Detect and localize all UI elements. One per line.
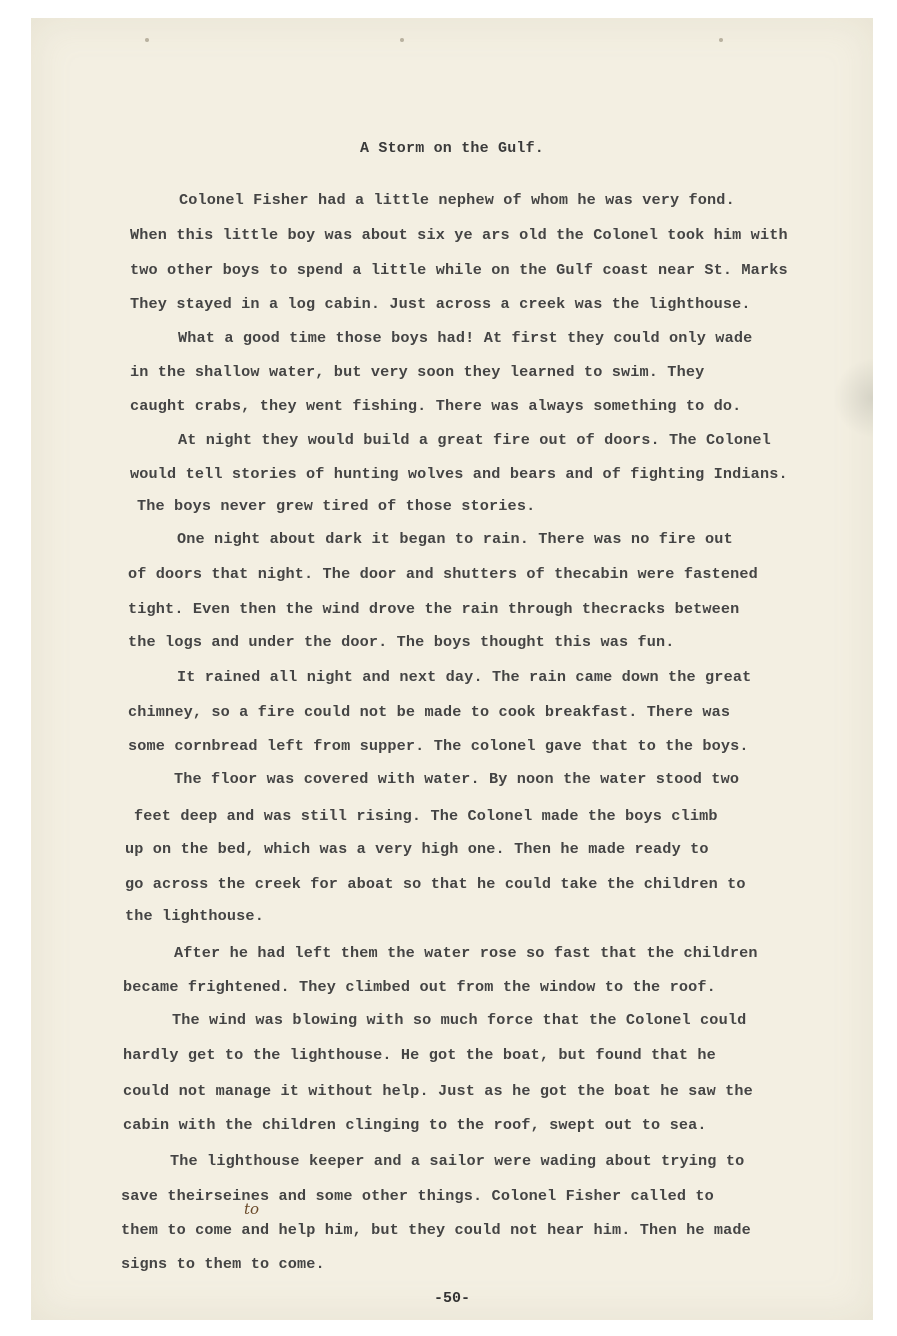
text-line: them to come and help him, but they could not hear him. Then he made [121,1221,751,1239]
text-line: chimney, so a fire could not be made to cook breakfast. There was [128,703,731,721]
text-line: became frightened. They climbed out from the window to the roof. [123,978,716,996]
handwritten-correction: to [244,1200,260,1218]
text-line: signs to them to come. [121,1255,325,1273]
text-line: up on the bed, which was a very high one. Then he made ready to [125,840,709,858]
text-line: caught crabs, they went fishing. There was always something to do. [130,397,742,415]
text-line: save theirseines and some other things. Colonel Fisher called to [121,1187,714,1205]
text-line: The floor was covered with water. By noon the water stood two [174,770,740,788]
text-line: go across the creek for aboat so that he could take the children to [125,875,746,893]
text-line: tight. Even then the wind drove the rain through thecracks between [128,600,740,618]
text-line: cabin with the children clinging to the roof, swept out to sea. [123,1116,707,1134]
page-number: -50- [433,1290,470,1307]
text-line: The wind was blowing with so much force that the Colonel could [172,1011,747,1029]
text-line: of doors that night. The door and shutters of thecabin were fastened [128,565,758,583]
text-line: feet deep and was still rising. The Colonel made the boys climb [134,807,718,825]
punch-mark [400,38,404,42]
text-line: After he had left them the water rose so fast that the children [174,944,758,962]
text-line: would tell stories of hunting wolves and bears and of fighting Indians. [130,465,788,483]
text-line: the lighthouse. [125,907,264,925]
punch-mark [719,38,723,42]
text-line: hardly get to the lighthouse. He got the boat, but found that he [123,1046,716,1064]
text-line: in the shallow water, but very soon they learned to swim. They [130,363,705,381]
text-line: The lighthouse keeper and a sailor were wading about trying to [170,1152,745,1170]
text-line: some cornbread left from supper. The colonel gave that to the boys. [128,737,749,755]
text-line: It rained all night and next day. The rain came down the great [177,668,752,686]
text-line: two other boys to spend a little while on the Gulf coast near St. Marks [130,261,788,279]
text-line: What a good time those boys had! At first they could only wade [178,329,753,347]
text-line: They stayed in a log cabin. Just across a creek was the lighthouse. [130,295,751,313]
text-line: could not manage it without help. Just as he got the boat he saw the [123,1082,753,1100]
text-line: Colonel Fisher had a little nephew of whom he was very fond. [179,191,735,209]
punch-mark [145,38,149,42]
text-line: At night they would build a great fire out of doors. The Colonel [178,431,771,449]
text-line: One night about dark it began to rain. There was no fire out [177,530,733,548]
text-line: The boys never grew tired of those stories. [137,497,536,515]
text-line: the logs and under the door. The boys thought this was fun. [128,633,675,651]
typewritten-page [31,18,873,1320]
text-line: When this little boy was about six ye ars old the Colonel took him with [130,226,788,244]
page-title: A Storm on the Gulf. [359,140,545,157]
